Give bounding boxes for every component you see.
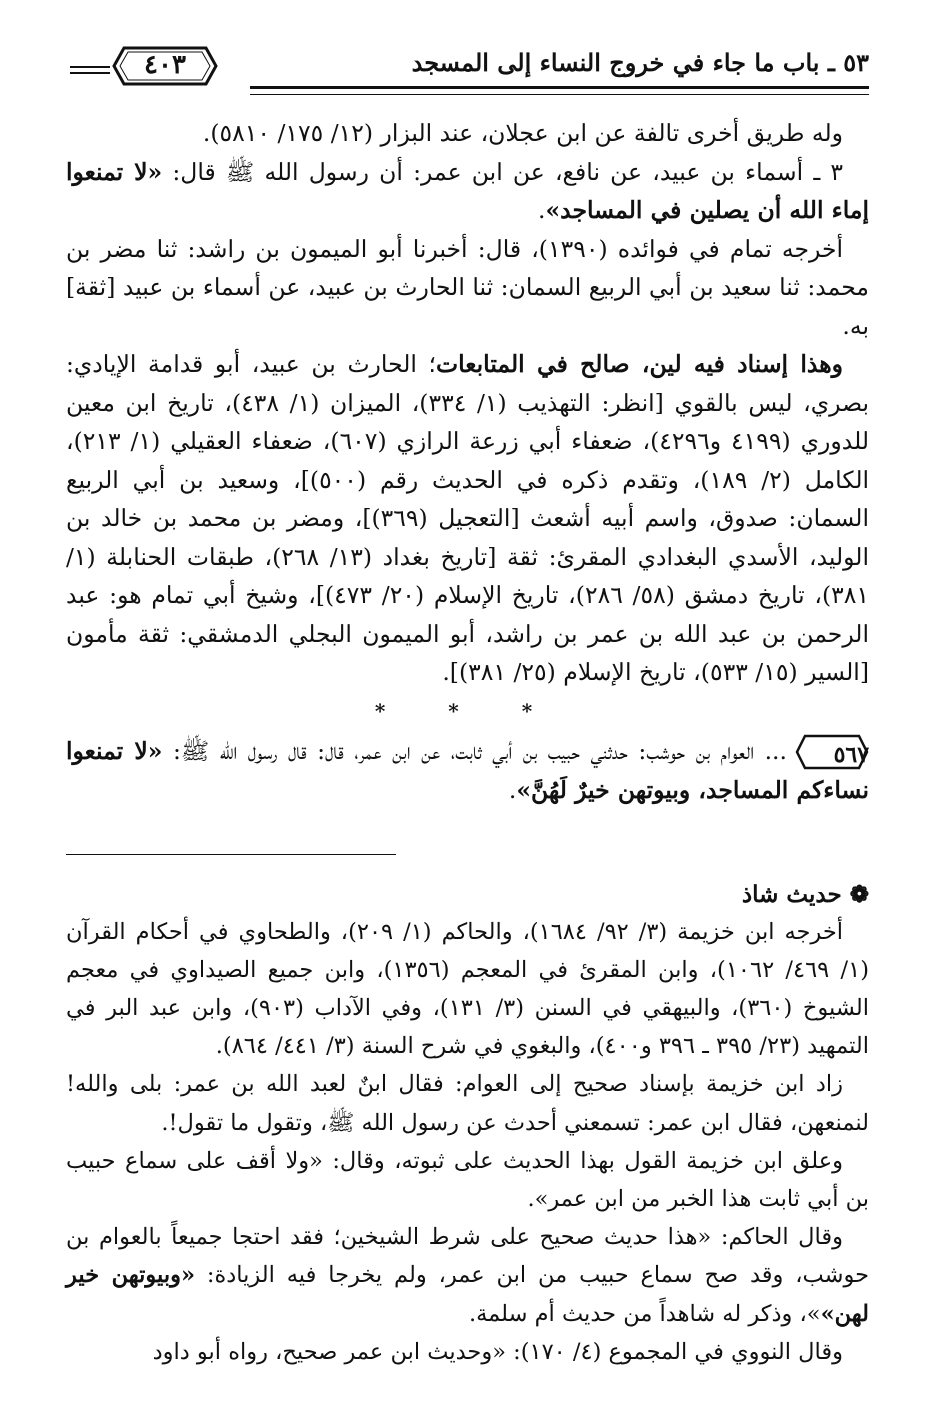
header-rule-left: [70, 66, 110, 74]
running-title: ٥٣ ـ باب ما جاء في خروج النساء إلى المسجد: [411, 48, 869, 77]
note-4-text: وقال الحاكم: «هذا حديث صحيح على شرط الشيخين؛ فقد احتجا جميعاً بالعوام بن حوشب، وقد صح سماع حبيب من ابن عمر، ولم يخرجا فيه الزيادة:: [66, 1224, 869, 1289]
page-number-frame: [110, 44, 220, 88]
paragraph-3: أخرجه تمام في فوائده (١٣٩٠)، قال: أخبرنا أبو الميمون بن راشد: ثنا مضر بن محمد: ثنا سعيد بن أبي الربيع السمان: ثنا الحارث بن عبيد، عن أسماء بن عبيد [ثقة] به.: [66, 234, 869, 340]
p2-hadith-text: «لا تمنعوا إماء الله أن يصلين في المساجد»: [66, 157, 869, 224]
hadith-number: ٥٦٧: [833, 742, 870, 768]
header-rule: [250, 86, 869, 95]
note-4: [66, 1218, 869, 1333]
p4-text: ؛ الحارث بن عبيد، أبو قدامة الإيادي: بصري، ليس بالقوي [انظر: التهذيب (١/ ٣٣٤)، الميزان (١/ ٤٣٨)، تاريخ ابن معين للدوري (٤١٩٩ و٤٢٩٦)، ضعفاء أبي زرعة الرازي (٦٠٧)، ضعفاء العقيلي (١/ ٢١٣)، الكامل (٢/ ١٨٩)، وتقدم ذكره في الحديث رقم (٥٠٠)]، وسعيد بن أبي الربيع السمان: صدوق، واسم أبيه أشعث [التعجيل (٣٦٩)]، ومضر بن محمد بن خالد بن الوليد، الأسدي البغدادي المقرئ: ثقة [تاريخ بغداد (١٣/ ٢٦٨)، طبقات الحنابلة (١/ ٣٨١)، تاريخ دمشق (٥٨/ ٢٨٦)، تاريخ الإسلام (٢٠/ ٤٧٣)]، وشيخ أبي تمام هو: عبد الرحمن بن عبد الله بن عمر بن راشد، أبو الميمون البجلي الدمشقي: ثقة مأمون [السير (١٥/ ٥٣٣)، تاريخ الإسلام (٢٥/ ٣٨١)].: [66, 350, 870, 686]
ornament-icon: ❁: [841, 880, 869, 908]
note-1: أخرجه ابن خزيمة (٣/ ٩٢/ ١٦٨٤)، والحاكم (١/ ٢٠٩)، والطحاوي في أحكام القرآن (١/ ٤٦٩/ ١٠٦٢)، وابن المقرئ في المعجم (١٣٥٦)، وابن جميع الصيداوي في معجم الشيوخ (٣٦٠)، والبيهقي في السنن (٣/ ١٣١)، وفي الآداب (٩٠٣)، وابن عبد البر في التمهيد (٢٣/ ٣٩٥ ـ ٣٩٦ و٤٠٠)، والبغوي في شرح السنة (٣/ ٤٤١/ ٨٦٤).: [66, 918, 869, 1060]
paragraph-2: [66, 153, 869, 230]
hadith-end: .: [508, 776, 517, 804]
footnote-separator: [66, 854, 396, 855]
p4-judgement: وهذا إسناد فيه لين، صالح في المتابعات: [436, 350, 843, 378]
paragraph-4: [66, 345, 869, 692]
section-stars: * * *: [374, 698, 561, 723]
note-4-bold: «وبيوتهن خير لهن»: [66, 1262, 869, 1327]
page-header: [70, 34, 869, 98]
hadith-matn: «لا تمنعوا نساءكم المساجد، وبيوتهن خيرٌ لَهُنَّ»: [66, 736, 869, 804]
hadith-text: ... العوام بن حوشب: حدثني حبيب بن أبي ثابت، عن ابن عمر، قال: قال رسول الله ﷺ:: [162, 736, 788, 765]
notes-section: [66, 877, 869, 1371]
note-4-end: »، وذكر له شاهداً من حديث أم سلمة.: [468, 1300, 821, 1327]
note-5: وقال النووي في المجموع (٤/ ١٧٠): «وحديث ابن عمر صحيح، رواه أبو داود: [152, 1338, 843, 1365]
page-number: ٤٠٣: [144, 50, 186, 80]
notes-title-text: حديث شاذ: [741, 880, 842, 908]
p2-end: .: [537, 196, 546, 224]
notes-title: [66, 877, 869, 913]
note-3: وعلق ابن خزيمة القول بهذا الحديث على ثبوته، وقال: «ولا أقف على سماع حبيب بن أبي ثابت هذا الخبر من ابن عمر».: [66, 1147, 869, 1212]
note-2: زاد ابن خزيمة بإسناد صحيح إلى العوام: فقال ابنٌ لعبد الله بن عمر: بلى والله! لنمنعهن، فقال ابن عمر: تسمعني أحدث عن رسول الله ﷺ، وتقول ما تقول!.: [66, 1071, 869, 1136]
hadith-paragraph: [66, 732, 869, 810]
footnote-separator-wrap: [66, 854, 869, 855]
page-body: [66, 114, 869, 1371]
hadith-number-badge: [795, 733, 869, 771]
p2-text: ٣ ـ أسماء بن عبيد، عن نافع، عن ابن عمر: أن رسول الله ﷺ قال:: [162, 157, 844, 186]
paragraph-1: وله طريق أخرى تالفة عن ابن عجلان، عند البزار (١٢/ ١٧٥/ ٥٨١٠).: [202, 119, 843, 147]
